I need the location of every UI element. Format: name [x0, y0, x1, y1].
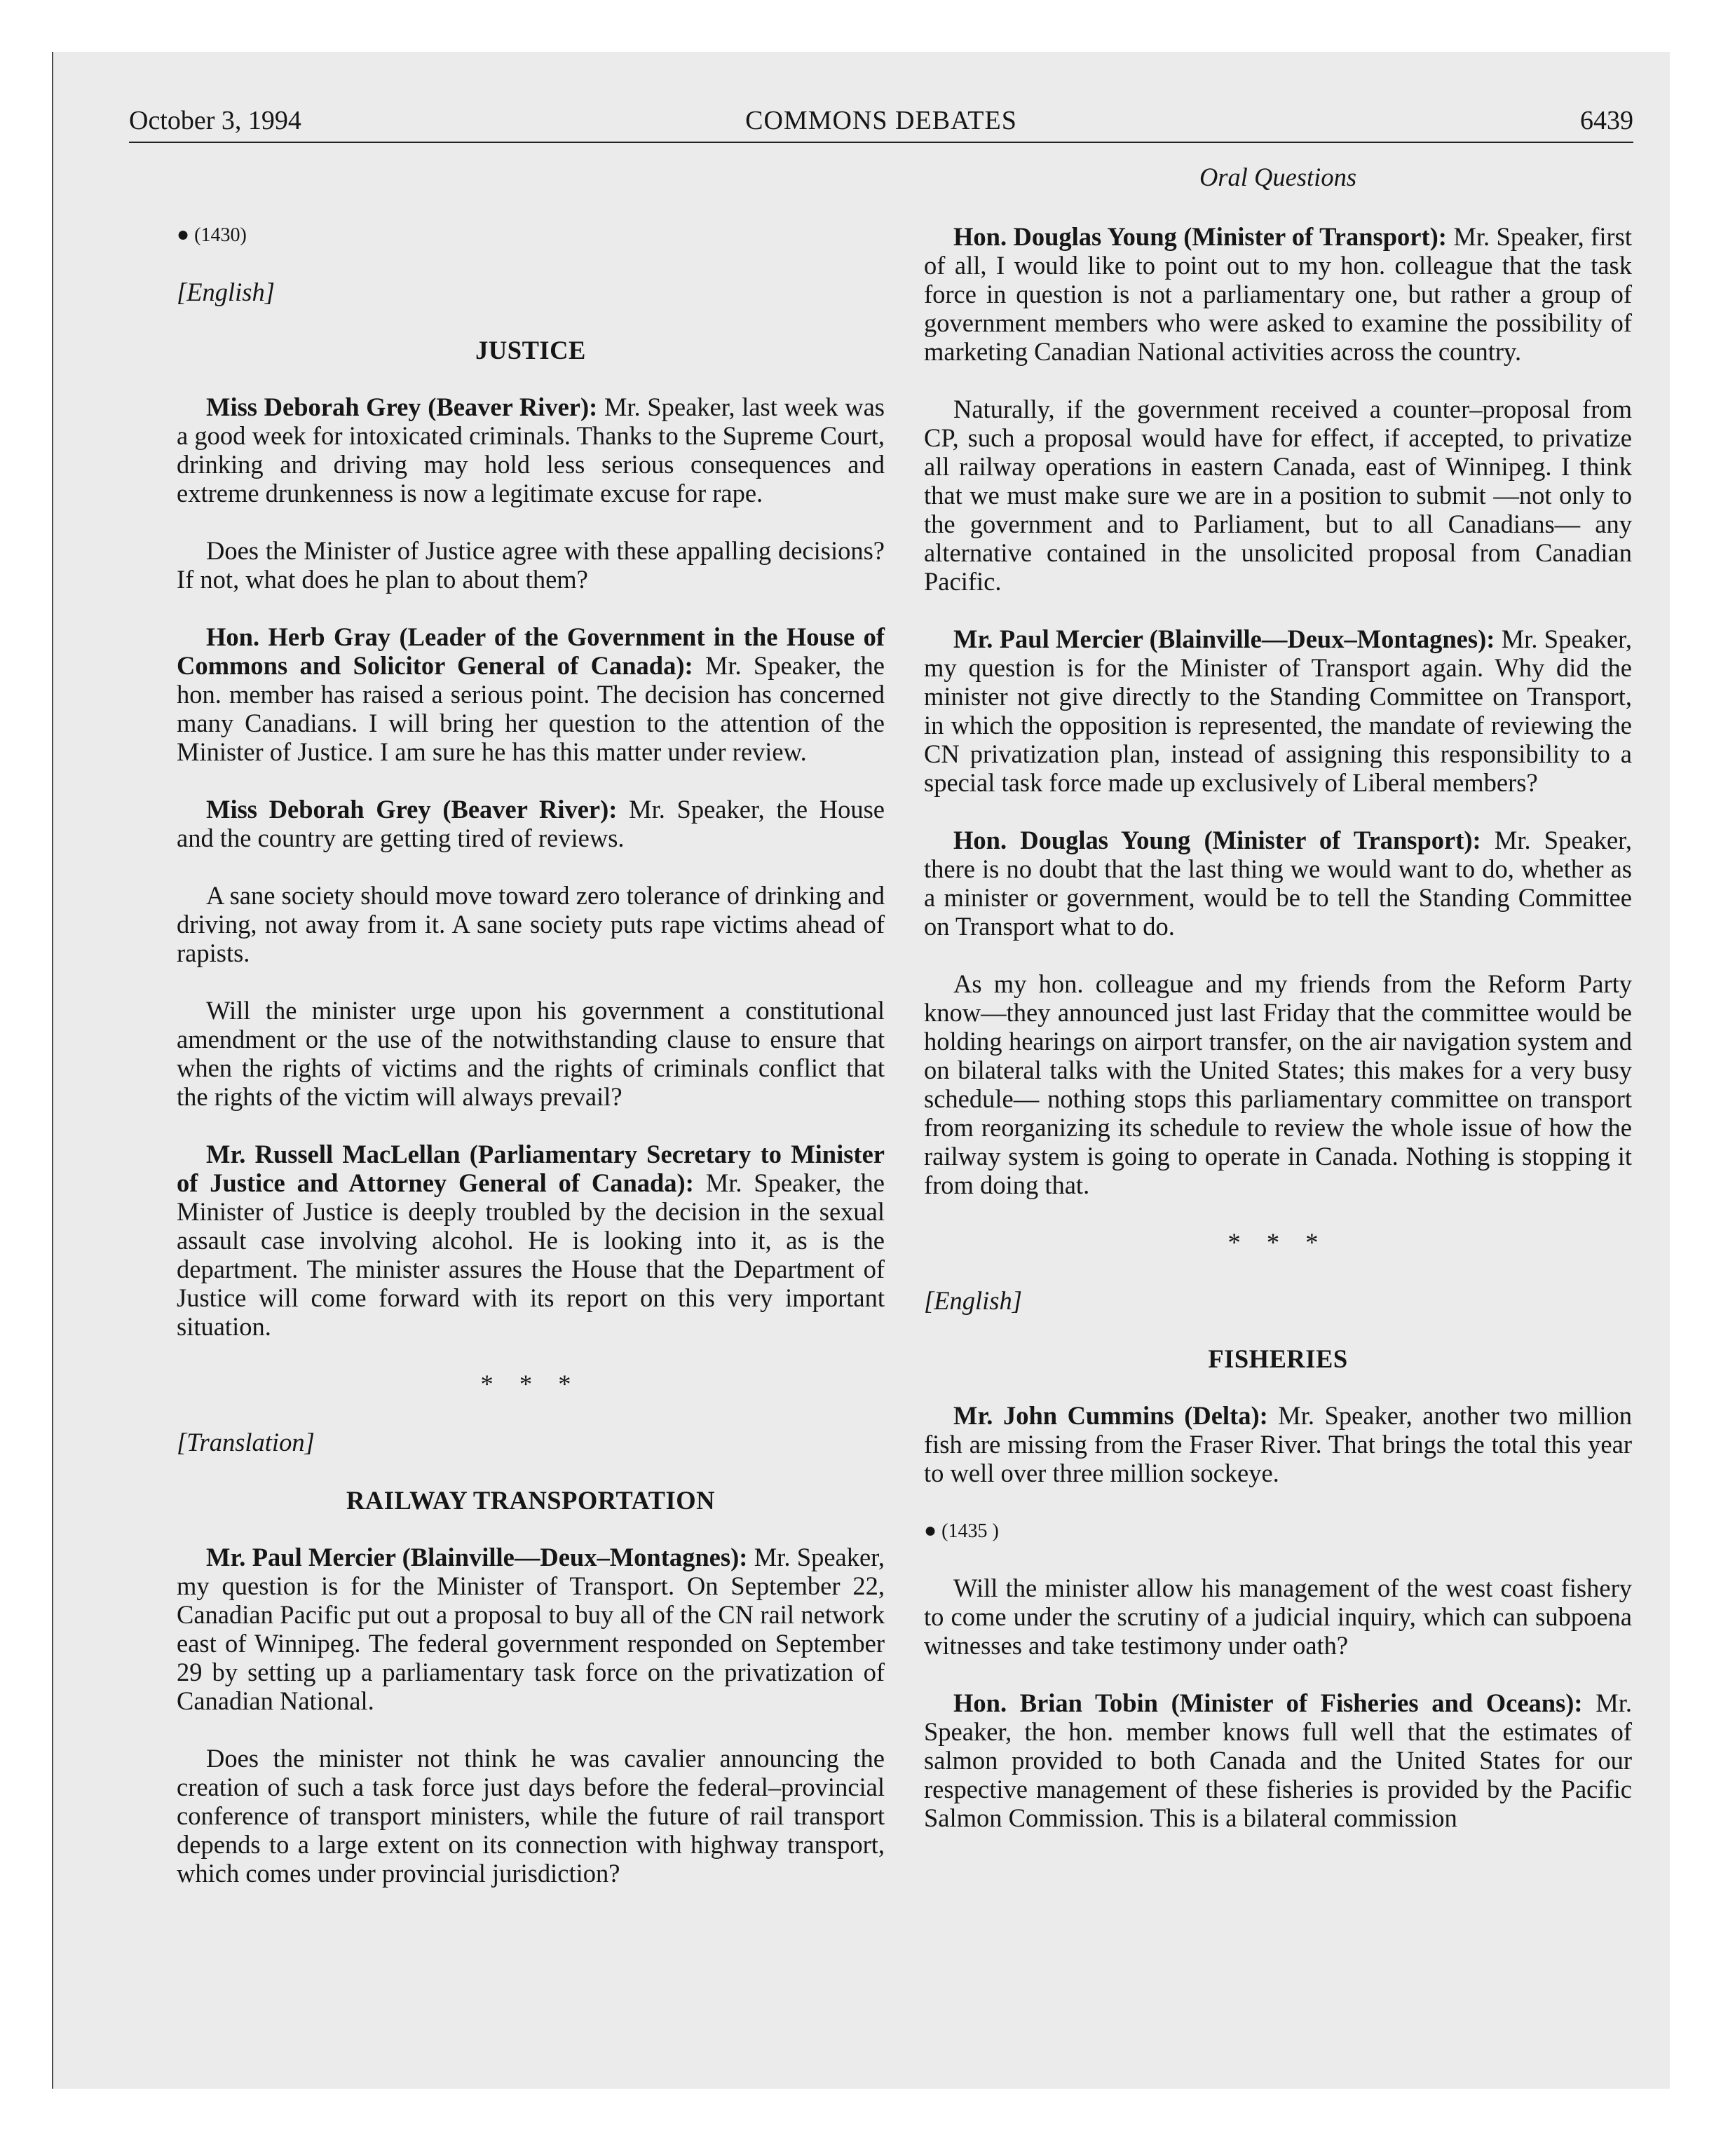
time-stamp [177, 220, 885, 250]
speech-paragraph [177, 795, 885, 852]
section-heading: FISHERIES [1208, 1344, 1348, 1373]
time-stamp-text: (1435 ) [941, 1520, 999, 1542]
speech-paragraph [924, 1688, 1632, 1832]
speaker-name: Hon. Douglas Young (Minister of Transport): [953, 826, 1481, 854]
speech-text: As my hon. colleague and my friends from the Reform Party know—they announced just last Friday that the committee would be holding hearings on airport transfer, on the air navigation system and on bilateral talks with the United States; this makes for a very busy schedule— nothing stops this parliamentary committee on transport from reorganizing its schedule to review the whole issue of how the railway system is going to operate in Canada. Nothing is stopping it from doing that. [924, 969, 1632, 1199]
time-stamp [924, 1516, 1632, 1546]
speaker-name: Mr. Paul Mercier (Blainville—Deux–Montagnes): [953, 625, 1495, 653]
speech-text: Mr. Speaker, my question is for the Minister of Transport again. Why did the minister not give directly to the Standing Committee on Transport, in which the opposition is represented, the mandate of reviewing the CN privatization plan, instead of assigning this responsibility to a special task force made up exclusively of Liberal members? [924, 625, 1632, 797]
speaker-name: Miss Deborah Grey (Beaver River): [206, 393, 598, 421]
speech-paragraph [177, 881, 885, 967]
header-date: October 3, 1994 [129, 106, 301, 135]
language-note: [English] [177, 278, 275, 306]
speech-paragraph [924, 826, 1632, 941]
header-title: COMMONS DEBATES [745, 106, 1017, 135]
speech-paragraph [177, 1744, 885, 1888]
bullet-icon: ● [177, 223, 190, 246]
speech-paragraph [924, 969, 1632, 1199]
speech-paragraph [924, 625, 1632, 797]
speaker-name: Mr. Paul Mercier (Blainville—Deux–Montagnes): [206, 1543, 748, 1571]
section-divider: * * * [480, 1370, 581, 1398]
speech-text: Mr. Speaker, the hon. member has raised a serious point. The decision has concerned many Canadians. I will bring her question to the attention of the Minister of Justice. I am sure he has this matter under review. [177, 651, 885, 766]
section-divider: * * * [1227, 1228, 1328, 1257]
speaker-name: Mr. John Cummins (Delta): [953, 1401, 1268, 1430]
speech-text: Will the minister allow his management of the west coast fishery to come under the scrutiny of a judicial inquiry, which can subpoena witnesses and take testimony under oath? [924, 1574, 1632, 1660]
bullet-icon: ● [924, 1519, 937, 1542]
header-rule [129, 142, 1633, 143]
speech-text: Mr. Speaker, another two million fish are missing from the Fraser River. That brings the total this year to well over three million sockeye. [924, 1401, 1632, 1487]
speech-text: Mr. Speaker, there is no doubt that the last thing we would want to do, whether as a minister or government, would be to tell the Standing Committee on Transport what to do. [924, 826, 1632, 941]
speech-paragraph [177, 536, 885, 594]
speaker-name: Miss Deborah Grey (Beaver River): [206, 795, 618, 824]
speech-text: Mr. Speaker, the House and the country are getting tired of reviews. [177, 795, 885, 852]
speech-text: Mr. Speaker, my question is for the Minister of Transport. On September 22, Canadian Pacific put out a proposal to buy all of the CN rail network east of Winnipeg. The federal government responded on September 29 by setting up a parliamentary task force on the privatization of Canadian National. [177, 1543, 885, 1715]
speech-paragraph [177, 1140, 885, 1341]
speaker-name: Mr. Russell MacLellan (Parliamentary Secretary to Minister of Justice and Attorney General of Canada): [177, 1140, 885, 1197]
right-column [924, 163, 1632, 1832]
speaker-name: Hon. Douglas Young (Minister of Transport): [953, 222, 1447, 251]
speech-paragraph [177, 1543, 885, 1715]
speech-text: Mr. Speaker, last week was a good week for intoxicated criminals. Thanks to the Supreme Court, drinking and driving may hold less serious consequences and extreme drunkenness is now a legitimate excuse for rape. [177, 393, 885, 507]
running-head: Oral Questions [1199, 163, 1357, 191]
speech-text: Mr. Speaker, the Minister of Justice is deeply troubled by the decision in the sexual assault case involving alcohol. He is looking into it, as is the department. The minister assures the House that the Department of Justice will come forward with its report on this very important situation. [177, 1168, 885, 1341]
speech-text: A sane society should move toward zero tolerance of drinking and driving, not away from it. A sane society puts rape victims ahead of rapists. [177, 881, 885, 967]
speaker-name: Hon. Brian Tobin (Minister of Fisheries and Oceans): [953, 1688, 1583, 1717]
speech-paragraph [177, 393, 885, 507]
speech-text: Mr. Speaker, the hon. member knows full well that the estimates of salmon provided to both Canada and the United States for our respective management of these fisheries is provided by the Pacific Salmon Commission. This is a bilateral commission [924, 1688, 1632, 1832]
section-heading: JUSTICE [475, 336, 586, 364]
header-page-number: 6439 [1580, 106, 1633, 135]
speech-text: Will the minister urge upon his government a constitutional amendment or the use of the notwithstanding clause to ensure that when the rights of victims and the rights of criminals conflict that the rights of the victim will always prevail? [177, 996, 885, 1111]
speech-paragraph [924, 222, 1632, 366]
speech-paragraph [924, 1574, 1632, 1660]
language-note: [English] [924, 1286, 1022, 1315]
speaker-name: Hon. Herb Gray (Leader of the Government in the House of Commons and Solicitor General of Canada): [177, 622, 885, 680]
speech-paragraph [924, 1401, 1632, 1487]
speech-paragraph [177, 996, 885, 1111]
page-header [129, 100, 1633, 142]
speech-paragraph [177, 622, 885, 766]
language-note: [Translation] [177, 1428, 315, 1456]
time-stamp-text: (1430) [194, 224, 247, 246]
speech-text: Naturally, if the government received a counter–proposal from CP, such a proposal would have for effect, if accepted, to privatize all railway operations in eastern Canada, east of Winnipeg. I think that we must make sure we are in a position to submit —not only to the government and to Parliament, but to all Canadians— any alternative contained in the unsolicited proposal from Canadian Pacific. [924, 395, 1632, 596]
speech-paragraph [924, 395, 1632, 596]
speech-text: Does the minister not think he was cavalier announcing the creation of such a task force just days before the federal–provincial conference of transport ministers, while the future of rail transport depends to a large extent on its connection with highway transport, which comes under provincial jurisdiction? [177, 1744, 885, 1888]
speech-text: Does the Minister of Justice agree with these appalling decisions? If not, what does he plan to about them? [177, 536, 885, 594]
left-column [177, 220, 885, 1888]
section-heading: RAILWAY TRANSPORTATION [346, 1486, 715, 1515]
speech-text: Mr. Speaker, first of all, I would like to point out to my hon. colleague that the task force in question is not a parliamentary one, but rather a group of government members who were asked to examine the possibility of marketing Canadian National activities across the country. [924, 222, 1632, 366]
